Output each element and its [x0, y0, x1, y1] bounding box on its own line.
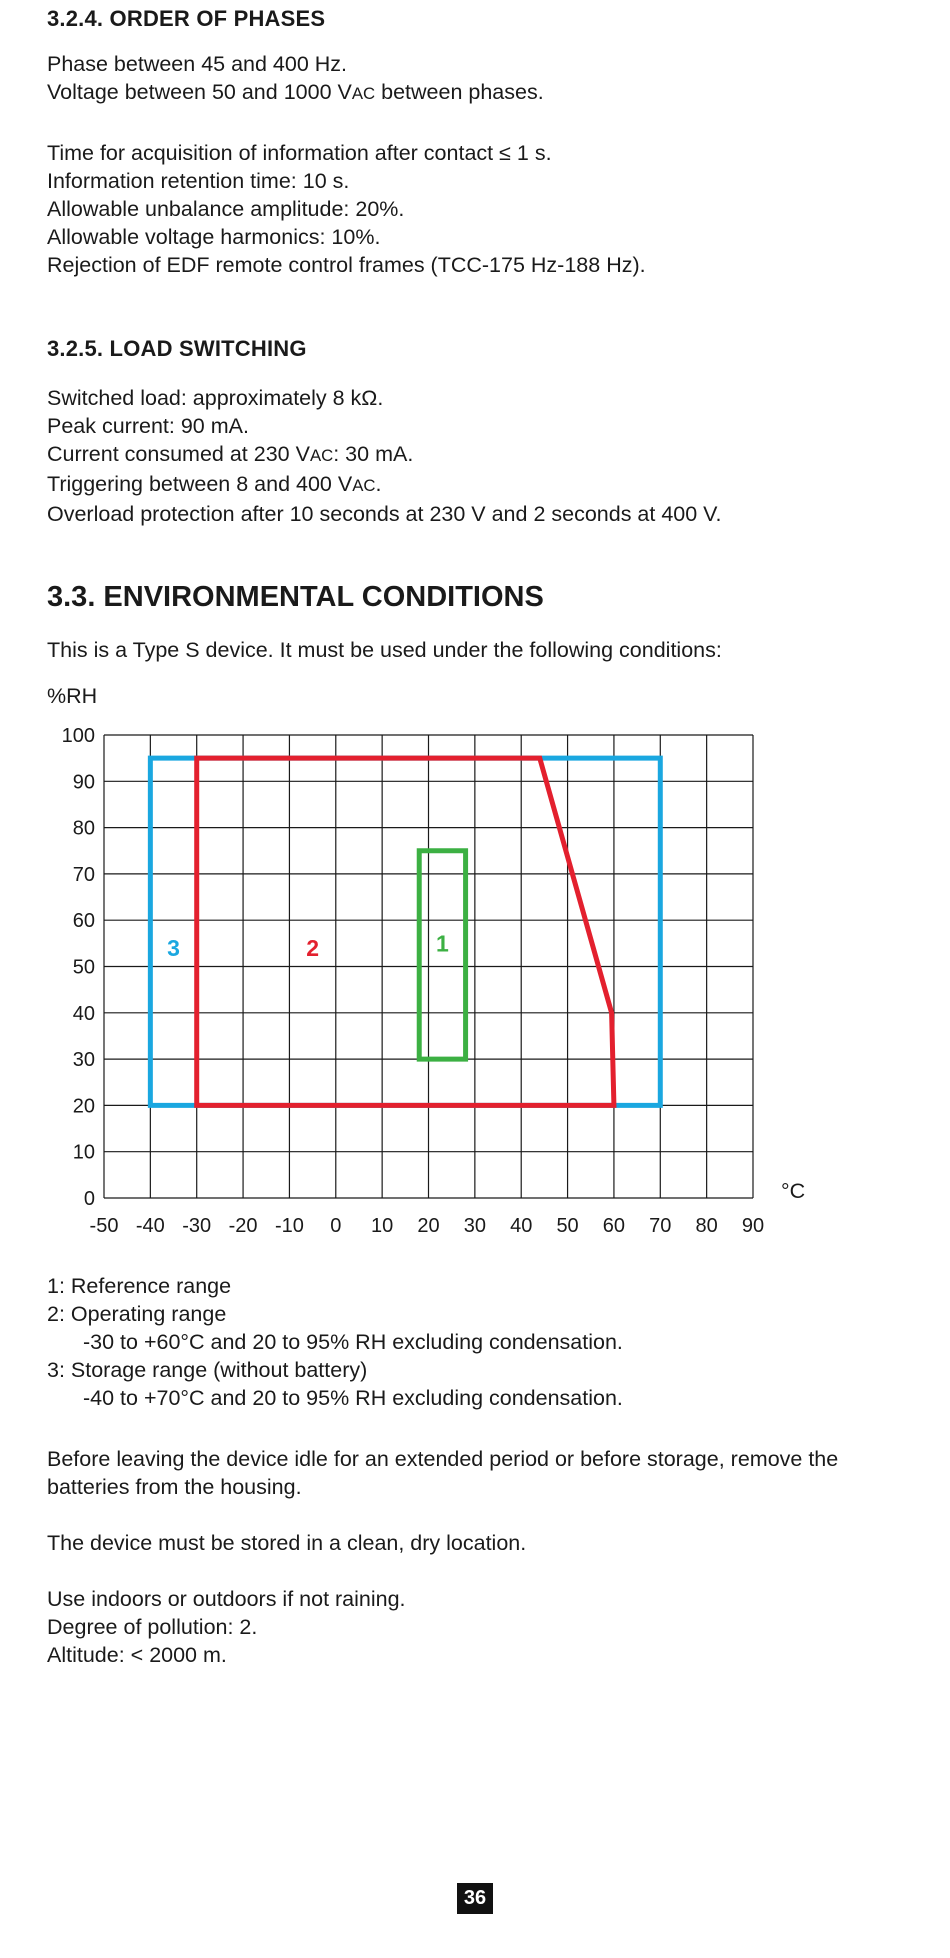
- x-tick-label: 30: [463, 1215, 486, 1237]
- legend-storage-range: 3: Storage range (without battery): [47, 1358, 368, 1382]
- y-tick-label: 60: [72, 910, 95, 933]
- overload-protection-line: Overload protection after 10 seconds at 230 V and 2 seconds at 400 V.: [47, 502, 722, 526]
- type-s-intro: This is a Type S device. It must be used under the following conditions:: [47, 638, 722, 662]
- y-tick-label: 20: [72, 1095, 95, 1118]
- range-label-2: 2: [306, 934, 320, 961]
- x-tick-label: -50: [89, 1215, 119, 1237]
- current-consumed-line: Current consumed at 230 VAC: 30 mA.: [47, 442, 414, 466]
- section-heading-environmental-conditions: 3.3. ENVIRONMENTAL CONDITIONS: [47, 581, 544, 613]
- x-tick-label: -10: [274, 1215, 304, 1237]
- x-tick-label: -20: [228, 1215, 258, 1237]
- x-tick-label: 50: [556, 1215, 579, 1237]
- legend-reference-range: 1: Reference range: [47, 1274, 232, 1298]
- chart-legend: [47, 1272, 623, 1412]
- pollution-degree-line: Degree of pollution: 2.: [47, 1615, 258, 1639]
- x-tick-label: 70: [649, 1215, 672, 1237]
- y-tick-label: 70: [72, 863, 95, 886]
- x-tick-label: 20: [417, 1215, 440, 1237]
- x-tick-label: 60: [602, 1215, 626, 1237]
- x-tick-label: 0: [330, 1215, 342, 1237]
- y-tick-label: 0: [83, 1188, 95, 1210]
- edf-rejection-line: Rejection of EDF remote control frames (TCC-175 Hz-188 Hz).: [47, 253, 646, 277]
- acquisition-time-line: Time for acquisition of information after contact ≤ 1 s.: [47, 141, 552, 165]
- x-tick-label: 90: [741, 1215, 765, 1237]
- y-tick-label: 50: [72, 956, 95, 979]
- legend-operating-range-detail: -30 to +60°C and 20 to 95% RH excluding condensation.: [83, 1330, 623, 1354]
- legend-storage-range-detail: -40 to +70°C and 20 to 95% RH excluding condensation.: [83, 1386, 623, 1410]
- y-tick-label: 30: [72, 1049, 95, 1072]
- range-label-1: 1: [436, 930, 449, 957]
- retention-time-line: Information retention time: 10 s.: [47, 169, 350, 193]
- range-label-3: 3: [167, 934, 180, 961]
- y-tick-label: 90: [72, 771, 95, 794]
- section-heading-order-of-phases: 3.2.4. ORDER OF PHASES: [47, 6, 326, 31]
- range-outline-2: [197, 758, 614, 1105]
- y-tick-label: 40: [72, 1002, 95, 1025]
- storage-location-note: The device must be stored in a clean, dry location.: [47, 1531, 527, 1555]
- voltage-harmonics-line: Allowable voltage harmonics: 10%.: [47, 225, 381, 249]
- x-tick-label: -40: [135, 1215, 165, 1237]
- legend-operating-range: 2: Operating range: [47, 1302, 227, 1326]
- voltage-line: Voltage between 50 and 1000 VAC between phases.: [47, 80, 544, 104]
- altitude-line: Altitude: < 2000 m.: [47, 1643, 227, 1667]
- triggering-line: Triggering between 8 and 400 VAC.: [47, 472, 382, 496]
- y-tick-label: 80: [72, 817, 95, 840]
- x-tick-label: 40: [510, 1215, 533, 1237]
- y-tick-label: 100: [61, 725, 95, 747]
- page-number: 36: [457, 1883, 493, 1914]
- x-tick-label: 10: [371, 1215, 394, 1237]
- x-axis-label: °C: [781, 1179, 806, 1203]
- range-outline-3: [150, 758, 660, 1105]
- y-tick-label: 10: [72, 1141, 95, 1164]
- section-heading-load-switching: 3.2.5. LOAD SWITCHING: [47, 336, 307, 361]
- y-axis-label: %RH: [47, 684, 98, 708]
- battery-removal-note: Before leaving the device idle for an extended period or before storage, remove the batteries from the housing.: [47, 1447, 839, 1499]
- indoor-outdoor-line: Use indoors or outdoors if not raining.: [47, 1587, 406, 1611]
- peak-current-line: Peak current: 90 mA.: [47, 414, 249, 438]
- x-tick-label: 80: [695, 1215, 718, 1237]
- switched-load-line: Switched load: approximately 8 kΩ.: [47, 386, 384, 410]
- x-tick-label: -30: [182, 1215, 212, 1237]
- unbalance-amplitude-line: Allowable unbalance amplitude: 20%.: [47, 197, 405, 221]
- phase-frequency-line: Phase between 45 and 400 Hz.: [47, 52, 348, 76]
- usage-conditions: [47, 1585, 406, 1669]
